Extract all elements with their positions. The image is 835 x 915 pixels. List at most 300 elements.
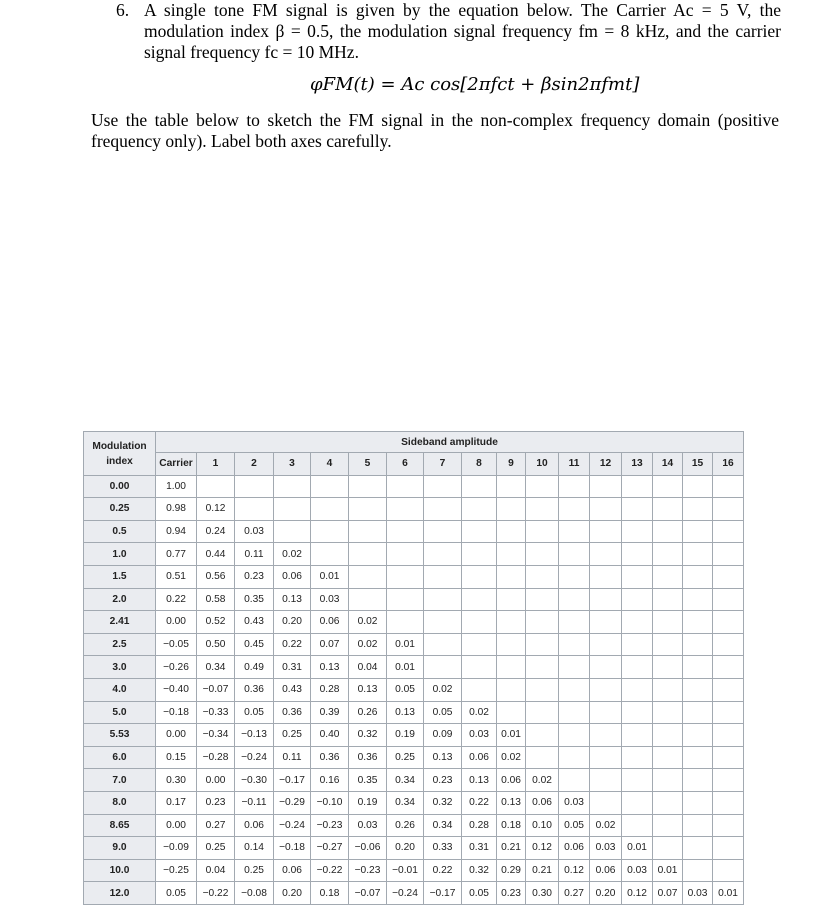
amplitude-cell [526, 543, 559, 566]
amplitude-cell [424, 498, 462, 521]
amplitude-cell: 0.35 [235, 588, 274, 611]
modulation-index-cell: 3.0 [84, 656, 156, 679]
table-row [84, 498, 744, 521]
amplitude-cell [713, 791, 744, 814]
amplitude-cell: 0.02 [590, 814, 622, 837]
amplitude-cell: 0.06 [590, 859, 622, 882]
amplitude-cell: 0.11 [235, 543, 274, 566]
amplitude-cell [683, 791, 713, 814]
fm-equation: φFM(t) = Ac cos[2πfct + βsin2πfmt] [310, 74, 640, 95]
amplitude-cell: 0.06 [311, 611, 349, 634]
amplitude-cell: 0.06 [462, 746, 497, 769]
amplitude-cell [713, 520, 744, 543]
amplitude-cell: 0.03 [311, 588, 349, 611]
amplitude-cell: 0.03 [235, 520, 274, 543]
amplitude-cell [622, 520, 653, 543]
modulation-index-cell: 8.65 [84, 814, 156, 837]
amplitude-cell: −0.17 [424, 882, 462, 905]
amplitude-cell: 0.13 [424, 746, 462, 769]
amplitude-cell [497, 588, 526, 611]
amplitude-cell [590, 498, 622, 521]
amplitude-cell [387, 565, 424, 588]
amplitude-cell: 0.20 [274, 882, 311, 905]
amplitude-cell [713, 475, 744, 498]
amplitude-cell [559, 588, 590, 611]
amplitude-cell [526, 746, 559, 769]
amplitude-cell [713, 611, 744, 634]
amplitude-cell: 0.25 [197, 837, 235, 860]
amplitude-cell [197, 475, 235, 498]
modulation-index-cell: 0.25 [84, 498, 156, 521]
amplitude-cell [622, 791, 653, 814]
amplitude-cell: −0.24 [235, 746, 274, 769]
column-header: 8 [462, 453, 497, 476]
amplitude-cell [349, 498, 387, 521]
column-header: 14 [653, 453, 683, 476]
amplitude-cell [349, 475, 387, 498]
amplitude-cell [424, 475, 462, 498]
bessel-table [83, 431, 744, 905]
amplitude-cell [713, 746, 744, 769]
amplitude-cell [526, 475, 559, 498]
amplitude-cell [713, 633, 744, 656]
amplitude-cell: 0.34 [387, 769, 424, 792]
amplitude-cell [590, 565, 622, 588]
amplitude-cell: 0.43 [274, 678, 311, 701]
amplitude-cell: 0.18 [311, 882, 349, 905]
amplitude-cell [349, 588, 387, 611]
amplitude-cell [497, 475, 526, 498]
amplitude-cell [274, 520, 311, 543]
column-header: 7 [424, 453, 462, 476]
column-header: 1 [197, 453, 235, 476]
amplitude-cell: 0.01 [653, 859, 683, 882]
amplitude-cell: 0.06 [274, 565, 311, 588]
amplitude-cell [497, 498, 526, 521]
amplitude-cell: 0.02 [349, 611, 387, 634]
amplitude-cell [590, 611, 622, 634]
amplitude-cell: 0.50 [197, 633, 235, 656]
amplitude-cell: 0.13 [387, 701, 424, 724]
amplitude-cell [559, 520, 590, 543]
amplitude-cell: 0.23 [497, 882, 526, 905]
amplitude-cell [274, 475, 311, 498]
table-row [84, 724, 744, 747]
amplitude-cell [622, 498, 653, 521]
column-header: 2 [235, 453, 274, 476]
modulation-index-cell: 2.41 [84, 611, 156, 634]
amplitude-cell: 0.20 [274, 611, 311, 634]
amplitude-cell [653, 498, 683, 521]
amplitude-cell [713, 724, 744, 747]
amplitude-cell: −0.24 [387, 882, 424, 905]
amplitude-cell [653, 746, 683, 769]
amplitude-cell: 0.43 [235, 611, 274, 634]
column-header: 13 [622, 453, 653, 476]
amplitude-cell: 0.34 [387, 791, 424, 814]
amplitude-cell: 0.10 [526, 814, 559, 837]
amplitude-cell: −0.34 [197, 724, 235, 747]
amplitude-cell [590, 724, 622, 747]
modulation-index-cell: 0.5 [84, 520, 156, 543]
amplitude-cell: 0.01 [713, 882, 744, 905]
amplitude-cell: −0.17 [274, 769, 311, 792]
amplitude-cell: 0.02 [424, 678, 462, 701]
question-number: 6. [116, 0, 130, 20]
amplitude-cell: −0.11 [235, 791, 274, 814]
amplitude-cell: 0.22 [462, 791, 497, 814]
amplitude-cell [713, 588, 744, 611]
amplitude-cell: 0.09 [424, 724, 462, 747]
amplitude-cell [683, 520, 713, 543]
amplitude-cell [590, 656, 622, 679]
amplitude-cell [653, 565, 683, 588]
amplitude-cell: 0.01 [622, 837, 653, 860]
amplitude-cell: 0.30 [526, 882, 559, 905]
amplitude-cell [462, 565, 497, 588]
amplitude-cell: −0.07 [197, 678, 235, 701]
table-row [84, 814, 744, 837]
amplitude-cell: 0.03 [462, 724, 497, 747]
amplitude-cell [526, 611, 559, 634]
amplitude-cell: 0.01 [311, 565, 349, 588]
amplitude-cell: 0.00 [156, 724, 197, 747]
amplitude-cell [559, 701, 590, 724]
amplitude-cell [590, 678, 622, 701]
amplitude-cell: 0.03 [590, 837, 622, 860]
amplitude-cell: 0.12 [197, 498, 235, 521]
amplitude-cell [387, 543, 424, 566]
amplitude-cell: −0.40 [156, 678, 197, 701]
table-row [84, 588, 744, 611]
amplitude-cell [424, 611, 462, 634]
table-row [84, 543, 744, 566]
amplitude-cell [683, 746, 713, 769]
amplitude-cell: 0.12 [559, 859, 590, 882]
modulation-index-cell: 10.0 [84, 859, 156, 882]
amplitude-cell [622, 565, 653, 588]
amplitude-cell: 0.26 [387, 814, 424, 837]
modulation-index-cell: 6.0 [84, 746, 156, 769]
amplitude-cell: 0.19 [349, 791, 387, 814]
amplitude-cell: 0.06 [235, 814, 274, 837]
amplitude-cell: 1.00 [156, 475, 197, 498]
amplitude-cell [559, 656, 590, 679]
amplitude-cell [590, 791, 622, 814]
amplitude-cell: 0.11 [274, 746, 311, 769]
amplitude-cell: 0.40 [311, 724, 349, 747]
amplitude-cell: 0.13 [349, 678, 387, 701]
amplitude-cell [622, 814, 653, 837]
amplitude-cell: 0.05 [559, 814, 590, 837]
amplitude-cell [497, 701, 526, 724]
amplitude-cell: 0.32 [462, 859, 497, 882]
amplitude-cell [497, 678, 526, 701]
amplitude-cell [683, 837, 713, 860]
column-header: 6 [387, 453, 424, 476]
amplitude-cell [713, 837, 744, 860]
amplitude-cell: 0.22 [274, 633, 311, 656]
amplitude-cell: 0.52 [197, 611, 235, 634]
amplitude-cell [683, 859, 713, 882]
amplitude-cell: 0.36 [349, 746, 387, 769]
amplitude-cell [590, 633, 622, 656]
amplitude-cell [590, 475, 622, 498]
amplitude-cell: 0.36 [274, 701, 311, 724]
amplitude-cell: 0.03 [559, 791, 590, 814]
amplitude-cell: 0.32 [424, 791, 462, 814]
column-header: 4 [311, 453, 349, 476]
amplitude-cell: 0.25 [274, 724, 311, 747]
amplitude-cell [559, 543, 590, 566]
column-header: 11 [559, 453, 590, 476]
amplitude-cell: −0.23 [349, 859, 387, 882]
amplitude-cell: 0.25 [387, 746, 424, 769]
amplitude-cell: 0.21 [497, 837, 526, 860]
amplitude-cell [713, 543, 744, 566]
amplitude-cell: 0.02 [497, 746, 526, 769]
amplitude-cell [497, 520, 526, 543]
amplitude-cell [559, 678, 590, 701]
table-row [84, 565, 744, 588]
amplitude-cell: 0.58 [197, 588, 235, 611]
amplitude-cell: 0.00 [197, 769, 235, 792]
instruction-text: Use the table below to sketch the FM signal in the non-complex frequency domain (positive frequency only). Label both axes carefully. [91, 110, 779, 151]
table-row [84, 633, 744, 656]
amplitude-cell [559, 565, 590, 588]
amplitude-cell: 0.00 [156, 814, 197, 837]
amplitude-cell [235, 475, 274, 498]
amplitude-cell [683, 769, 713, 792]
amplitude-cell [424, 588, 462, 611]
column-header: 9 [497, 453, 526, 476]
amplitude-cell: 0.27 [559, 882, 590, 905]
amplitude-cell: 0.13 [311, 656, 349, 679]
amplitude-cell [653, 656, 683, 679]
amplitude-cell [653, 724, 683, 747]
amplitude-cell: 0.98 [156, 498, 197, 521]
amplitude-cell [622, 588, 653, 611]
amplitude-cell: −0.09 [156, 837, 197, 860]
amplitude-cell [526, 498, 559, 521]
amplitude-cell: 0.01 [387, 656, 424, 679]
amplitude-cell: 0.06 [497, 769, 526, 792]
amplitude-cell [622, 611, 653, 634]
amplitude-cell [683, 498, 713, 521]
amplitude-cell [683, 588, 713, 611]
amplitude-cell [387, 520, 424, 543]
amplitude-cell: 0.34 [424, 814, 462, 837]
amplitude-cell [622, 724, 653, 747]
amplitude-cell: 0.22 [424, 859, 462, 882]
amplitude-cell [526, 633, 559, 656]
amplitude-cell [559, 633, 590, 656]
amplitude-cell: −0.26 [156, 656, 197, 679]
amplitude-cell: −0.07 [349, 882, 387, 905]
amplitude-cell: 0.31 [274, 656, 311, 679]
amplitude-cell [349, 543, 387, 566]
amplitude-cell [274, 498, 311, 521]
amplitude-cell: −0.30 [235, 769, 274, 792]
modulation-index-cell: 2.5 [84, 633, 156, 656]
amplitude-cell: 0.02 [349, 633, 387, 656]
table-row [84, 656, 744, 679]
modulation-index-cell: 2.0 [84, 588, 156, 611]
amplitude-cell: 0.05 [235, 701, 274, 724]
amplitude-cell [559, 475, 590, 498]
amplitude-cell [349, 520, 387, 543]
amplitude-cell: 0.15 [156, 746, 197, 769]
amplitude-cell: 0.07 [653, 882, 683, 905]
amplitude-cell [683, 701, 713, 724]
amplitude-cell: 0.24 [197, 520, 235, 543]
amplitude-cell [653, 769, 683, 792]
amplitude-cell: 0.36 [311, 746, 349, 769]
modulation-index-cell: 5.53 [84, 724, 156, 747]
table-row [84, 746, 744, 769]
amplitude-cell: 0.16 [311, 769, 349, 792]
modulation-index-cell: 1.5 [84, 565, 156, 588]
amplitude-cell: 0.44 [197, 543, 235, 566]
amplitude-cell [622, 769, 653, 792]
amplitude-cell: 0.26 [349, 701, 387, 724]
amplitude-cell: 0.28 [311, 678, 349, 701]
amplitude-cell: 0.02 [526, 769, 559, 792]
amplitude-cell: 0.27 [197, 814, 235, 837]
amplitude-cell [683, 633, 713, 656]
amplitude-cell [559, 746, 590, 769]
amplitude-cell: 0.21 [526, 859, 559, 882]
amplitude-cell: 0.13 [497, 791, 526, 814]
modulation-index-cell: 0.00 [84, 475, 156, 498]
amplitude-cell [590, 746, 622, 769]
amplitude-cell [590, 701, 622, 724]
amplitude-cell: −0.23 [311, 814, 349, 837]
amplitude-cell [424, 520, 462, 543]
column-header: 5 [349, 453, 387, 476]
amplitude-cell: −0.28 [197, 746, 235, 769]
amplitude-cell [622, 678, 653, 701]
table-row [84, 520, 744, 543]
amplitude-cell: 0.23 [424, 769, 462, 792]
amplitude-cell: 0.18 [497, 814, 526, 837]
amplitude-cell [590, 769, 622, 792]
amplitude-cell [683, 565, 713, 588]
amplitude-cell [462, 633, 497, 656]
amplitude-cell [683, 724, 713, 747]
amplitude-cell: 0.06 [526, 791, 559, 814]
amplitude-cell [622, 633, 653, 656]
amplitude-cell [462, 475, 497, 498]
amplitude-cell [349, 565, 387, 588]
amplitude-cell: −0.18 [156, 701, 197, 724]
question-text: A single tone FM signal is given by the equation below. The Carrier Ac = 5 V, the modulation index β = 0.5, the modulation signal frequency fm = 8 kHz, and the carrier signal frequency fc = 10 MHz. [144, 0, 781, 62]
table-row [84, 769, 744, 792]
amplitude-cell: 0.05 [156, 882, 197, 905]
amplitude-cell [559, 611, 590, 634]
amplitude-cell: 0.35 [349, 769, 387, 792]
column-header: 16 [713, 453, 744, 476]
amplitude-cell [424, 565, 462, 588]
modulation-index-cell: 5.0 [84, 701, 156, 724]
amplitude-cell: 0.25 [235, 859, 274, 882]
amplitude-cell [622, 746, 653, 769]
amplitude-cell [387, 588, 424, 611]
amplitude-cell [622, 701, 653, 724]
amplitude-cell [653, 588, 683, 611]
amplitude-cell: −0.22 [311, 859, 349, 882]
table-body [84, 475, 744, 904]
amplitude-cell [622, 475, 653, 498]
amplitude-cell: 0.94 [156, 520, 197, 543]
amplitude-cell [424, 656, 462, 679]
amplitude-cell: −0.27 [311, 837, 349, 860]
amplitude-cell [526, 520, 559, 543]
amplitude-cell [424, 543, 462, 566]
column-header: Carrier [156, 453, 197, 476]
amplitude-cell [462, 543, 497, 566]
modulation-index-cell: 9.0 [84, 837, 156, 860]
column-header: 12 [590, 453, 622, 476]
amplitude-cell [387, 475, 424, 498]
amplitude-cell: 0.23 [235, 565, 274, 588]
amplitude-cell [497, 565, 526, 588]
amplitude-cell: 0.12 [622, 882, 653, 905]
amplitude-cell: 0.17 [156, 791, 197, 814]
amplitude-cell: −0.05 [156, 633, 197, 656]
modulation-index-cell: 4.0 [84, 678, 156, 701]
amplitude-cell [713, 565, 744, 588]
modulation-index-cell: 7.0 [84, 769, 156, 792]
amplitude-cell: 0.51 [156, 565, 197, 588]
amplitude-cell: 0.36 [235, 678, 274, 701]
amplitude-cell [653, 520, 683, 543]
amplitude-cell [653, 475, 683, 498]
amplitude-cell [683, 543, 713, 566]
amplitude-cell [713, 859, 744, 882]
column-header: 3 [274, 453, 311, 476]
amplitude-cell: −0.25 [156, 859, 197, 882]
amplitude-cell: 0.05 [387, 678, 424, 701]
table-row [84, 611, 744, 634]
amplitude-cell: −0.33 [197, 701, 235, 724]
table-row [84, 882, 744, 905]
amplitude-cell: 0.04 [197, 859, 235, 882]
modulation-index-cell: 12.0 [84, 882, 156, 905]
amplitude-cell [653, 611, 683, 634]
amplitude-cell: 0.14 [235, 837, 274, 860]
amplitude-cell [497, 656, 526, 679]
amplitude-cell [653, 678, 683, 701]
amplitude-cell: −0.13 [235, 724, 274, 747]
amplitude-cell: 0.06 [559, 837, 590, 860]
amplitude-cell [559, 769, 590, 792]
amplitude-cell: −0.29 [274, 791, 311, 814]
amplitude-cell [590, 543, 622, 566]
amplitude-cell [653, 543, 683, 566]
amplitude-cell: 0.03 [683, 882, 713, 905]
amplitude-cell [462, 520, 497, 543]
amplitude-cell: 0.03 [349, 814, 387, 837]
amplitude-cell [713, 769, 744, 792]
amplitude-cell [526, 588, 559, 611]
amplitude-cell: −0.24 [274, 814, 311, 837]
amplitude-cell [622, 543, 653, 566]
amplitude-cell [683, 814, 713, 837]
amplitude-cell: 0.13 [462, 769, 497, 792]
amplitude-cell [462, 656, 497, 679]
amplitude-cell: 0.77 [156, 543, 197, 566]
